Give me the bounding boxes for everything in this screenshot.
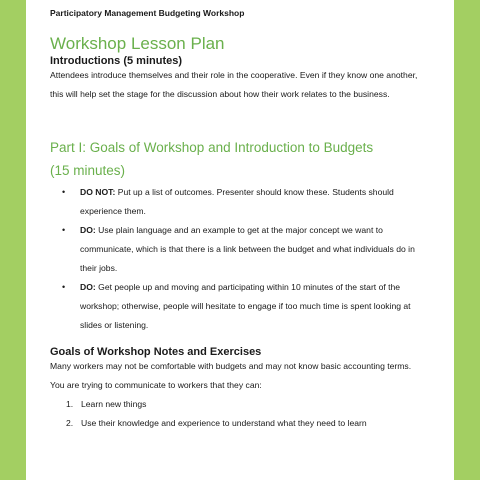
numbered-list — [66, 395, 426, 433]
part-one-title: Part I: Goals of Workshop and Introduction to Budgets — [50, 140, 374, 155]
guidelines-bullet-list — [60, 183, 420, 335]
list-item-text: Use their knowledge and experience to understand what they need to learn — [81, 418, 367, 428]
list-item-text: Learn new things — [81, 399, 147, 409]
bullet-text: Put up a list of outcomes. Presenter should know these. Students should experience them. — [80, 187, 394, 216]
right-green-border — [454, 0, 480, 480]
list-number: 2. — [66, 418, 74, 428]
bullet-lead: DO: — [80, 225, 96, 235]
list-item — [60, 278, 420, 335]
introductions-paragraph: Attendees introduce themselves and their role in the cooperative. Even if they know one another, this will help set the stage for the discussion about how their work relates to the business. — [50, 70, 418, 99]
notes-paragraph: Many workers may not be comfortable with budgets and may not know basic accounting terms. You are trying to communicate to workers that they can: — [50, 361, 412, 390]
bullet-marker: • — [62, 225, 66, 235]
introductions-heading: Introductions (5 minutes) — [50, 55, 182, 67]
list-item — [60, 221, 420, 278]
list-item — [66, 395, 426, 414]
bullet-lead: DO NOT: — [80, 187, 116, 197]
bullet-text: Use plain language and an example to get at the major concept we want to communicate, which is that there is a link between the budget and what individuals do in their jobs. — [80, 225, 415, 273]
bullet-marker: • — [62, 187, 66, 197]
list-number: 1. — [66, 399, 74, 409]
part-one-duration: (15 minutes) — [50, 163, 126, 178]
bullet-marker: • — [62, 282, 66, 292]
bullet-lead: DO: — [80, 282, 96, 292]
running-header: Participatory Management Budgeting Workshop — [50, 8, 245, 18]
page-title: Workshop Lesson Plan — [50, 34, 225, 53]
list-item — [60, 183, 420, 221]
notes-heading: Goals of Workshop Notes and Exercises — [50, 346, 262, 358]
left-green-border — [0, 0, 26, 480]
list-item — [66, 414, 426, 433]
bullet-text: Get people up and moving and participating within 10 minutes of the start of the workshop; otherwise, people will hesitate to engage if too much time is spent looking at slides or listening. — [80, 282, 411, 330]
